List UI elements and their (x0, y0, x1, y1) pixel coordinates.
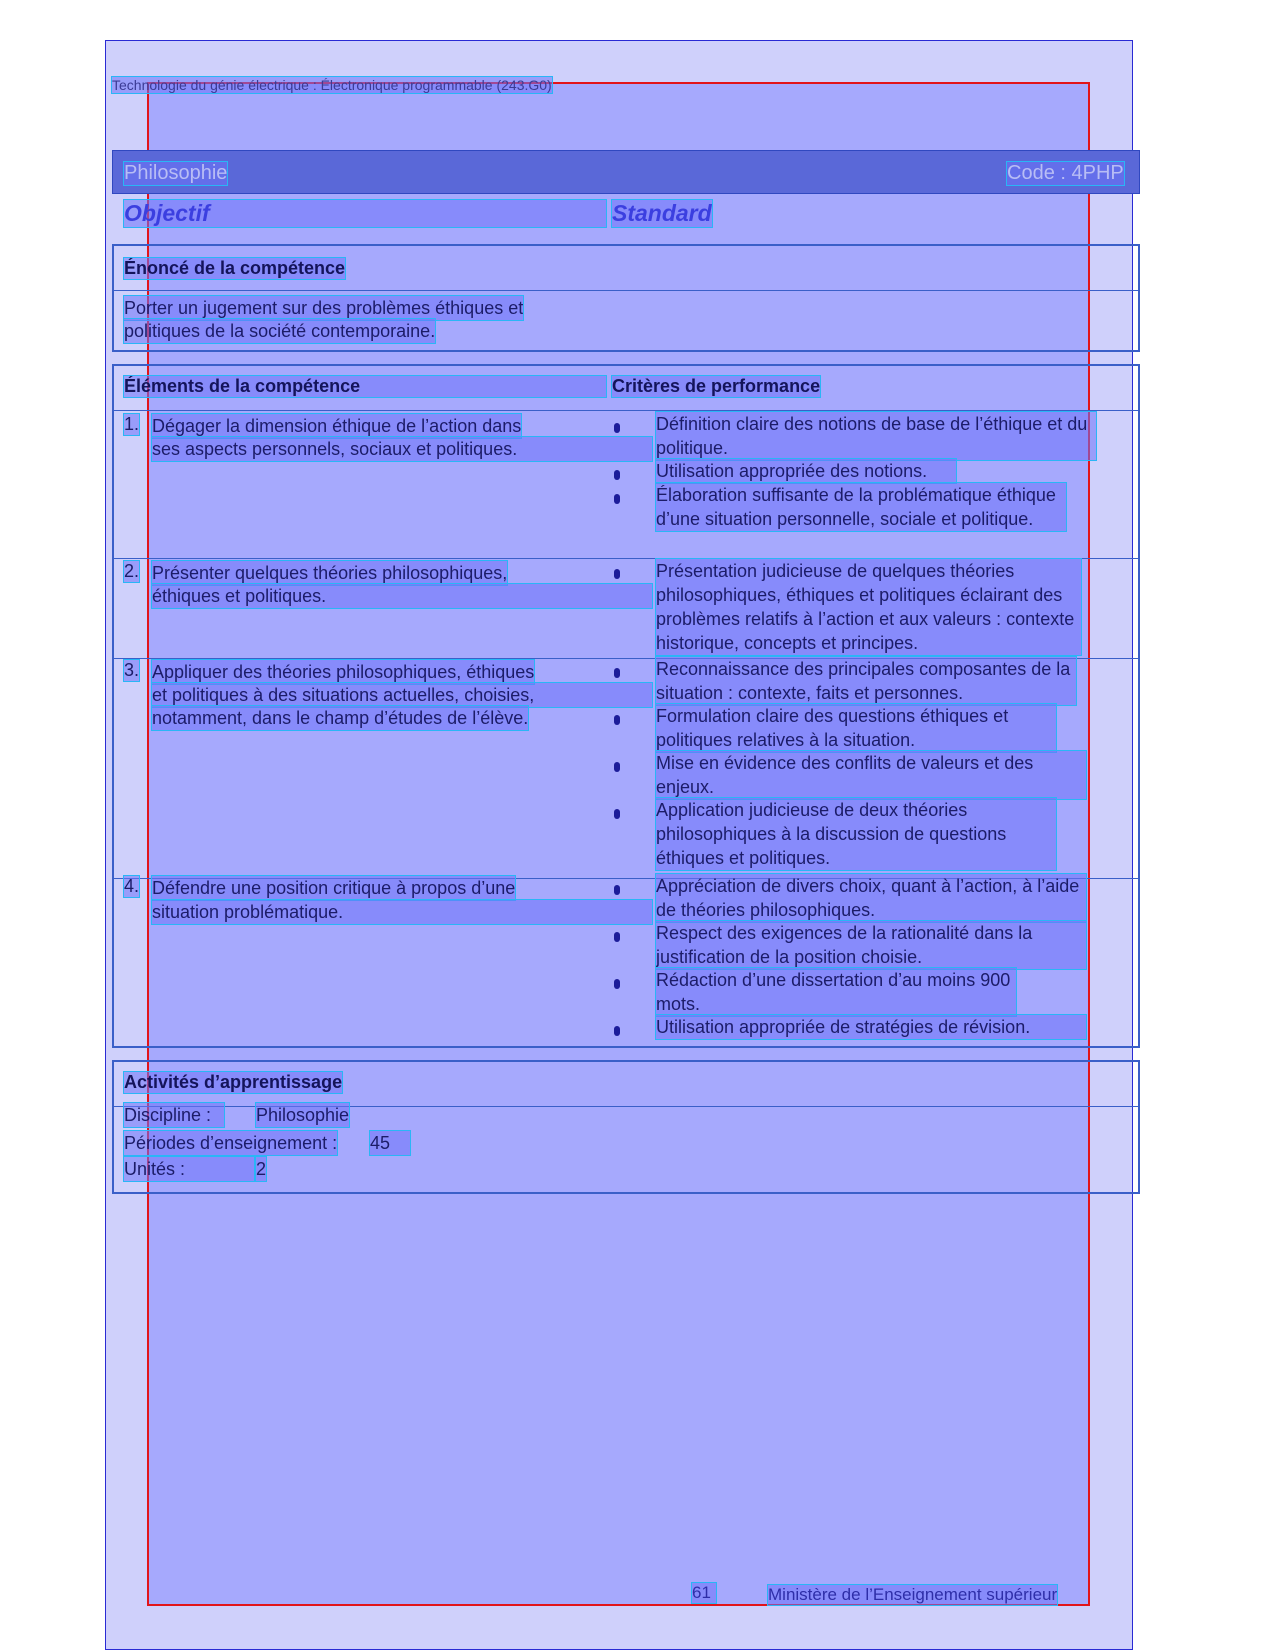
element-line: Défendre une position critique à propos d’une (152, 878, 516, 898)
objective-heading: Objectif (124, 200, 606, 227)
criteria-heading: Critères de performance (612, 376, 821, 396)
element-line: notamment, dans le champ d’études de l’élève. (152, 708, 529, 728)
discipline-label: Discipline : (124, 1103, 224, 1127)
statement-heading: Énoncé de la compétence (124, 258, 346, 278)
element-line: ses aspects personnels, sociaux et politiques. (152, 437, 652, 461)
element-line: situation problématique. (152, 900, 652, 924)
bullet-icon (614, 715, 620, 725)
bullet-icon (614, 569, 620, 579)
criterion: Appréciation de divers choix, quant à l’action, à l’aide de théories philosophiques. (656, 874, 1086, 922)
bullet-icon (614, 1026, 620, 1036)
criterion: Présentation judicieuse de quelques théories philosophiques, éthiques et politiques éclairant des problèmes relatifs à l’action et aux valeurs : contexte historique, concepts et principes. (656, 559, 1081, 655)
bullet-icon (614, 668, 620, 678)
units-value: 2 (256, 1159, 267, 1179)
element-number: 4. (124, 876, 140, 896)
element-line: éthiques et politiques. (152, 584, 652, 608)
page-number: 61 (692, 1583, 716, 1603)
criterion: Application judicieuse de deux théories philosophiques à la discussion de questions éthiques et politiques. (656, 798, 1056, 870)
bullet-icon (614, 809, 620, 819)
statement-line-2: politiques de la société contemporaine. (124, 321, 436, 341)
standard-heading: Standard (612, 200, 712, 226)
bullet-icon (614, 885, 620, 895)
criterion: Rédaction d’une dissertation d’au moins 900 mots. (656, 968, 1016, 1016)
element-number: 1. (124, 414, 140, 434)
discipline-value: Philosophie (256, 1105, 350, 1125)
periods-label: Périodes d’enseignement : (124, 1133, 338, 1153)
course-banner (112, 150, 1140, 194)
bullet-icon (614, 979, 620, 989)
criterion: Mise en évidence des conflits de valeurs et des enjeux. (656, 751, 1086, 799)
element-line: et politiques à des situations actuelles, choisies, (152, 683, 652, 707)
criterion: Formulation claire des questions éthiques et politiques relatives à la situation. (656, 704, 1056, 752)
element-line: Présenter quelques théories philosophiques, (152, 563, 508, 583)
bullet-icon (614, 423, 620, 433)
bullet-icon (614, 470, 620, 480)
course-title: Philosophie (124, 162, 228, 184)
element-number: 2. (124, 561, 140, 581)
criterion: Élaboration suffisante de la problématique éthique d’une situation personnelle, sociale et politique. (656, 483, 1066, 531)
statement-line-1: Porter un jugement sur des problèmes éthiques et (124, 298, 524, 318)
element-number: 3. (124, 660, 140, 680)
activities-heading: Activités d’apprentissage (124, 1072, 343, 1092)
program-title: Technologie du génie électrique : Électronique programmable (243.G0) (112, 77, 552, 93)
criterion: Respect des exigences de la rationalité dans la justification de la position choisie. (656, 921, 1086, 969)
course-code: Code : 4PHP (1007, 162, 1124, 184)
bullet-icon (614, 494, 620, 504)
periods-value: 45 (370, 1131, 410, 1155)
element-line: Appliquer des théories philosophiques, éthiques (152, 662, 535, 682)
bullet-icon (614, 932, 620, 942)
units-label: Unités : (124, 1157, 254, 1181)
criterion: Reconnaissance des principales composantes de la situation : contexte, faits et personnes. (656, 657, 1076, 705)
elements-heading: Éléments de la compétence (124, 376, 606, 397)
element-line: Dégager la dimension éthique de l’action dans (152, 416, 522, 436)
ministry-name: Ministère de l’Enseignement supérieur (768, 1585, 1058, 1604)
bullet-icon (614, 762, 620, 772)
criterion: Définition claire des notions de base de l’éthique et du politique. (656, 412, 1096, 460)
criterion: Utilisation appropriée de stratégies de révision. (656, 1015, 1086, 1039)
criterion: Utilisation appropriée des notions. (656, 459, 956, 483)
